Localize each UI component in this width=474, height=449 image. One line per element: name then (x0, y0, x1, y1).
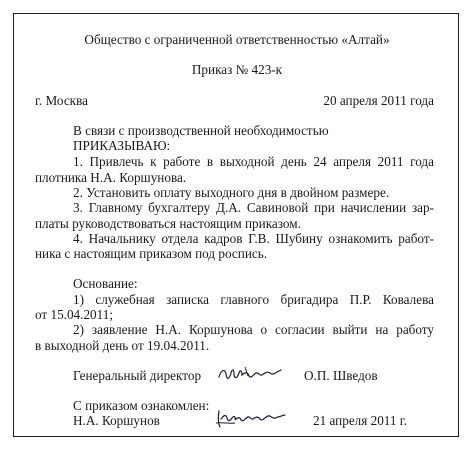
item-4-line-2: ника с настоящим приказом под роспись. (35, 246, 268, 261)
item-2-line-1: 2. Установить оплату выходного дня в двойном размере. (73, 185, 390, 200)
acquainted-label: С приказом ознакомлен: (73, 398, 210, 413)
item-1-line-1: 1. Привлечь к работе в выходной день 24 апреля 2011 года (73, 154, 434, 169)
employee-signature (213, 405, 293, 431)
basis-1-line-2: от 15.04.2011; (35, 307, 113, 322)
director-signature (215, 362, 285, 386)
basis-heading: Основание: (73, 276, 138, 291)
director-name: О.П. Шведов (304, 368, 378, 383)
order-date: 20 апреля 2011 года (323, 93, 434, 108)
preamble: В связи с производственной необходимостью (73, 123, 329, 138)
order-city: г. Москва (35, 93, 88, 108)
basis-2-line-1: 2) заявление Н.А. Коршунова о согласии выйти на работу (73, 322, 434, 337)
basis-2-line-2: в выходной день от 19.04.2011. (35, 338, 210, 353)
organization-name: Общество с ограниченной ответственностью «Алтай» (84, 32, 390, 47)
employee-name: Н.А. Коршунов (73, 413, 160, 428)
item-3-line-1: 3. Главному бухгалтеру Д.А. Савиновой при начислении зар- (73, 200, 434, 215)
item-4-line-1: 4. Начальнику отдела кадров Г.В. Шубину ознакомить работ- (73, 231, 434, 246)
order-title: Приказ № 423-к (191, 62, 283, 77)
basis-1-line-1: 1) служебная записка главного бригадира П.Р. Ковалева (73, 292, 434, 307)
acquainted-date: 21 апреля 2011 г. (313, 413, 408, 428)
command-word: ПРИКАЗЫВАЮ: (73, 138, 171, 153)
item-3-line-2: платы руководствоваться настоящим приказом. (35, 216, 301, 231)
item-1-line-2: плотника Н.А. Коршунова. (35, 170, 187, 185)
director-title: Генеральный директор (73, 368, 202, 383)
